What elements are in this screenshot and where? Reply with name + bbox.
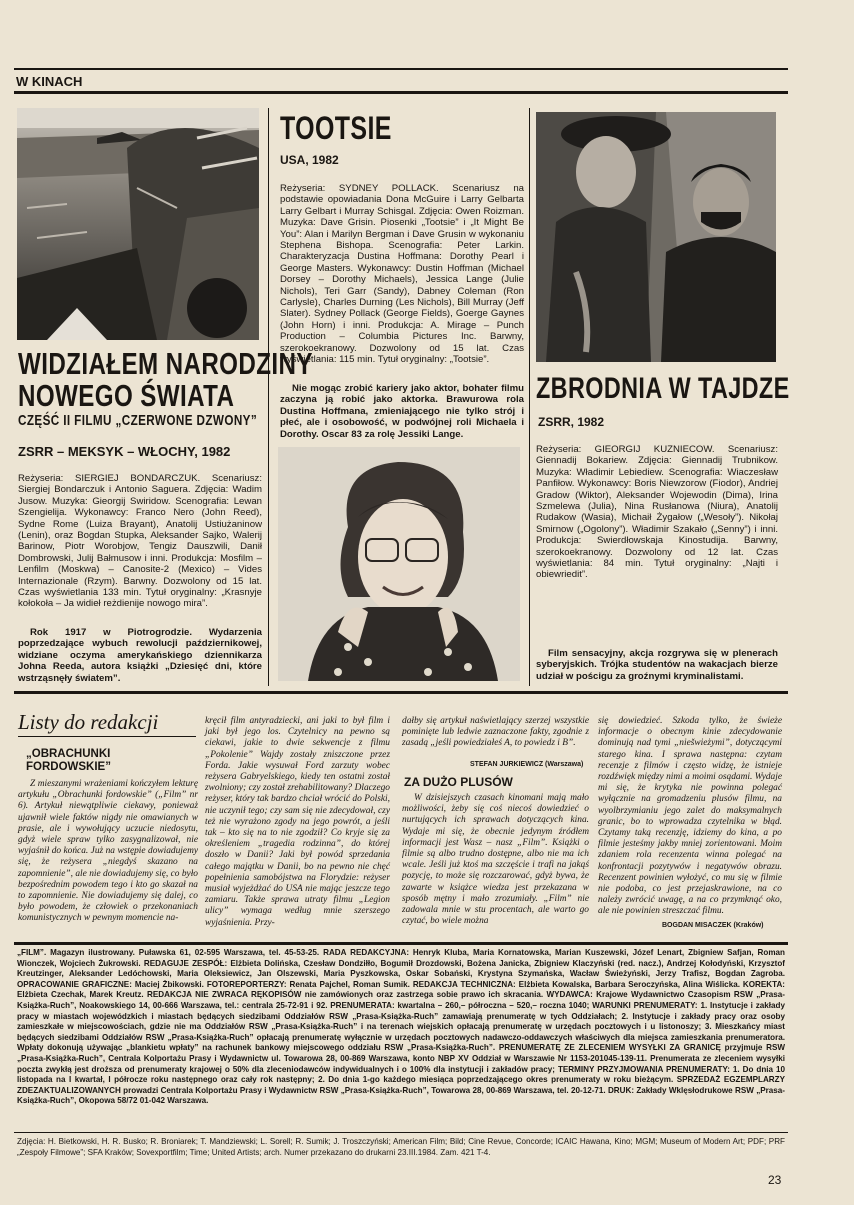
imprint-text: „FILM”. Magazyn ilustrowany. Puławska 61, 02-595 Warszawa, tel. 45-53-25. RADA REDAKCYJNA: Henryk Kluba, Maria Kornatowska, Marian Kuszewski, Józef Lenart, Zbigniew Safjan, Roman Wionczek, Wojciech Żukrowski. REDAGUJE ZESPÓŁ: Elżbieta Dolińska, Czesław Dondziłło, Bogumił Drozdowski, Bożena Janicka, Zbigniew Klaczyński (red. nacz.), Andrzej Kołodyński, Krzysztof Kreutzinger, Aleksander Ledóchowski, Maria Oleksiewicz, Jan Olszewski, Maria Pyszkowska, Oskar Sobański, Krystyna Szymańska, Wacław Świeżyński, Jerzy Trafisz, Bogdan Zagroba. OPRACOWANIE GRAFICZNE: Maciej Żbikowski. FOTOREPORTERZY: Renata Pajchel, Roman Sumik. REDAKCJA TECHNICZNA: Elżbieta Kowalska, Barbara Seroczyńska, Alina Wiślicka. KOREKTA: Elżbieta Czechak, Marek Kreutz. REDAKCJA NIE ZWRACA RĘKOPISÓW nie zamówionych oraz zastrzega sobie prawo ich skracania. WYDAWCA: Krajowe Wydawnictwo Czasopism RSW „Prasa-Książka-Ruch”, Noakowskiego 14, 00-666 Warszawa, tel.: centrala 25-72-91 i 92. PRENUMERATA: kwartalna – 260,– półroczna – 520,– roczna 1040; WARUNKI PRENUMERATY: 1. Instytucje i zakłady pracy w miastach wojewódzkich i miastach będących siedzibami Oddziałów RSW „Prasa-Książka-Ruch” zamawiają prenumeratę w tych Oddziałach; 2. Instytucje i zakłady pracy oraz osoby zamieszkałe w miejscowościach, gdzie nie ma Oddziałów RSW „Prasa-Książka-Ruch” i na terenach wiejskich opłacają prenumeratę w urzędach pocztowych i u listonoszy; 3. Mieszkańcy miast będących siedzibami Oddziałów RSW „Prasa-Książka-Ruch” opłacają prenumeratę wyłącznie w urzędach pocztowych nadawczo-oddawczych właściwych dla miejsca zamieszkania prenumeratora. Wpłaty dokonują używając „blankietu wpłaty” na rachunek bankowy miejscowego oddziału RSW „Prasa-Książka-Ruch”. PRENUMERATĘ ZE ZLECENIEM WYSYŁKI ZA GRANICĘ przyjmuje RSW „Prasa-Książka-Ruch”, Centrala Kolportażu Prasy i Wydawnictw ul. Towarowa 28, 00-869 Warszawa, konto NBP XV Oddział w Warszawie Nr 1153-201045-139-11. Prenumerata ze zleceniem wysyłki poczta zwykłą jest droższa od prenumeraty krajowej o 50% dla zleceniodawców indywidualnych i o 100% dla instytucji i zakładów pracy; TERMINY PRZYJMOWANIA PRENUMERATY: 1. Do dnia 10 listopada na I kwartał, I półrocze roku następnego oraz cały rok następny; 2. Do dnia 1-go każdego miesiąca poprzedzającego okres prenumeraty w roku bieżącym. SPRZEDAŻ EGZEMPLARZY ZDEZAKTUALIZOWANYCH prowadzi Centrala Kolportażu Prasy i Wydawnictw RSW „Prasa-Książka-Ruch”, Towarowa 28, 00-869 Warszawa, tel. 20-12-71. DRUK: Zakłady Wklęsłodrukowe RSW „Prasa-Książka-Ruch”, Okopowa 58/72 01-042 Warszawa. bbox=[17, 948, 785, 1106]
top-rule bbox=[14, 68, 788, 70]
photo-credits: Zdjęcia: H. Bietkowski, H. R. Busko; R. Broniarek; T. Mandziewski; L. Sorell; R. Sumik; J. Troszczyński; American Film; Bild; Cine Revue, Concorde; ICAIC Hawana, Kino; MGM; Museum of Modern Art; PDF; PRF „Zespoły Filmowe”; SFA Kraków; Sovexportfilm; Time; United Artists; arch. Numer przekazano do drukarni 23.III.1984. Zam. 421 T-4. bbox=[17, 1137, 785, 1157]
article1-subtitle: CZĘŚĆ II FILMU „CZERWONE DZWONY” bbox=[18, 412, 258, 429]
header-rule bbox=[14, 91, 788, 94]
article3-credits: Reżyseria: GIEORGIJ KUZNIECOW. Scenariusz: Giennadij Bokariew. Zdjęcia: Giennadij Trubnikow. Muzyka: Władimir Lebiediew. Scenografia: Wiaczesław Panfiłow. Wykonawcy: Boris Niewzorow (Fiodor), Andriej Gradow (Wiktor), Aleksander Wojewodin (Dima), Irina Szmelewa (Julia), Nina Rusłanowa (Niura), Anatolij Rudakow (Wasia), Michaił Żygałow („Wesoły”). Nikołaj Smirnow („Ogolony”). Władimir Szakało („Senny”) i inni. Produkcja: Swierdłowskaja Kinostudija. Barwny, szerokoekranowy. Dozwolony od 12 lat. Czas wyświetlania: 84 min. Tytuł oryginalny: „Najti i obiewriedit”. bbox=[536, 444, 778, 581]
letter1-col3: dałby się artykuł naświetlający szerzej wszystkie pominięte lub ledwie zaznaczone fakty, zgodnie z zasadą „jeśli powiedziałeś A, to powiedz i B”. bbox=[402, 716, 589, 749]
article2-summary: Nie mogąc zrobić kariery jako aktor, bohater filmu zaczyna ją robić jako aktorka. Brawurowa rola Dustina Hoffmana, zmieniającego nie tylko strój i płeć, ale i osobowość, w podwójnej roli Michaela i Dorothy. Oscar 83 za rolę Jessiki Lange. bbox=[280, 383, 524, 440]
letter1-col1: Z mieszanymi wrażeniami kończyłem lekturę artykułu „Obrachunki fordowskie” („Film” nr 6). Artykuł niewątpliwie ciekawy, ponieważ ujawnił wiele faktów nigdy nie omawianych w prasie, ale i wywołujący uczucie niedosytu, gdyż wiele spraw tylko zasygnalizował, nie wyjaśnił do końca. Już na wstępie dowiadujemy się, że reżysera „niegdyś skazano na zapomnienie”, ale nie dowiadujemy się, co było bezpośrednim powodem tego i kto go skazał na to zapomnienie. Nie dowiadujemy się dalej, co było powodem, że człowiek o przekonaniach komunistycznych w pewnym momencie na- bbox=[18, 779, 198, 924]
letter1-title: „OBRACHUNKI FORDOWSKIE” bbox=[26, 748, 111, 773]
letter2-title: ZA DUŻO PLUSÓW bbox=[404, 775, 513, 789]
article1-summary: Rok 1917 w Piotrogrodzie. Wydarzenia poprzedzające wybuch rewolucji październikowej, widziane oczyma amerykańskiego dziennikarza Johna Reeda, autora książki „Dziesięć dni, które wstrząsnęły światem”. bbox=[18, 627, 262, 684]
letters-title-rule bbox=[18, 736, 196, 737]
article3-summary: Film sensacyjny, akcja rozgrywa się w plenerach syberyjskich. Trójka studentów na wakacjach bierze udział w pościgu za groźnymi kryminalistami. bbox=[536, 648, 778, 682]
article3-origin: ZSRR, 1982 bbox=[538, 415, 605, 429]
column-divider-2 bbox=[529, 108, 530, 686]
photo-tootsie bbox=[278, 447, 520, 681]
letters-section-title: Listy do redakcji bbox=[18, 710, 159, 734]
article3-title: ZBRODNIA W TAJDZE bbox=[536, 372, 790, 405]
section-title: W KINACH bbox=[16, 74, 83, 89]
photo-harbour bbox=[17, 108, 259, 340]
letter2-col4: się dowiedzieć. Szkoda tylko, że świeże informacje o obecnym kinie zdecydowanie dominują nad tymi „niešwieżymi”, dotyczącymi starego kina. I sprawa następna: czytam recenzje z filmów i często widzę, że istnieje rozdźwięk między nimi a moimi osądami. Wydaje mi się, że krytyka nie powinna polegać wyłącznie na gromadzeniu plusów filmu, na wyolbrzymianiu jego zalet do maksymalnych granic, bo to wprowadza czytelnika w błąd. Czytamy taką recenzję, idziemy do kina, a po filmie jesteśmy jakby mniej zorientowani. Moim zdaniem rola recenzenta winna polegać na konfrontacji pozytywów i negatywów obrazu. Recenzent powinien wyłożyć, co mu się w filmie nie podoba, co jest przejaskrawione, na co należy zwrócić uwagę, a na co przymknąć oko, ale nie powinien streszczać filmu. bbox=[598, 716, 782, 917]
imprint-rule bbox=[14, 942, 788, 945]
article1-origin: ZSRR – MEKSYK – WŁOCHY, 1982 bbox=[18, 444, 231, 459]
page-number: 23 bbox=[768, 1173, 782, 1187]
article1-title-line2: NOWEGO ŚWIATA bbox=[18, 378, 235, 413]
letter2-col3: W dzisiejszych czasach kinomani mają mało możliwości, żeby się coś niecoś dowiedzieć o nurtujących ich sprawach dotyczących kina. Wydaje mi się, że obecnie jedynym źródłem informacji jest Wasz – nasz „Film”. Książki o filmie są albo trudno dostępne, albo nie ma ich wcale. Jeśli już ktoś ma szczęście i trafi na jakąś pozycję, to może się rozczarować, gdyż bywa, że zawarte w książce wiedza jest przekazana w sposób mętny i mało zrozumiały. „Film” nie zadowala mnie w stu procentach, ale warto go czytać, bo wiele można bbox=[402, 793, 589, 927]
letters-rule bbox=[14, 691, 788, 694]
article1-title-line1: WIDZIAŁEM NARODZINY bbox=[18, 346, 313, 381]
letter1-col2: kręcił film antyradziecki, ani jaki to był film i jaki był jego los. Czytelnicy na pewno są ciekawi, jakie to dwie sekwencje z filmu „Pokolenie” Wajdy zostały zniszczone przez Forda. Jakie wysuwał Ford zarzuty wobec reżysera Gabryelskiego, kiedy ten ostatni został zwolniony; czy został zrehabilitowany? Dlaczego reżyser, który tak bardzo chciał wrócić do Polski, nie uczynił tego; czy sam się nie zdecydował, czy też nie wyrażono zgody na jego powrót, a jeśli tak – kto się na to nie zgodził? Co kryje się za określeniem „tragedia rodzinna”, do której doszło w Danii? Jaki był powód sprzedania całego majątku w Danii, bo na pewno nie chęć popełnienia samobójstwa na Florydzie: reżyser musiał wyjeżdżać do USA nie mając jeszcze tego zamiaru. Także sprawa utraty filmu „Legion ulicy” wymaga według mnie szerszego wyjaśnienia. Przy- bbox=[205, 716, 390, 928]
photo-credits-rule bbox=[14, 1132, 788, 1133]
letter1-signature: STEFAN JURKIEWICZ (Warszawa) bbox=[470, 761, 584, 768]
column-divider bbox=[268, 108, 269, 686]
article2-credits: Reżyseria: SYDNEY POLLACK. Scenariusz na podstawie opowiadania Dona McGuire i Larry Gelbarta Larry Gelbart i Murray Schisgal. Zdjęcia: Owen Roizman. Muzyka: Dave Grisin. Piosenki „Tootsie” i „It Might Be You”: Alan i Marilyn Bergman i Dave Grusin w wykonaniu Stephena Bishopa. Scenografia: Peter Larkin. Charakteryzacja Dustina Hoffmana: Dorothy Pearl i George Masters. Wykonawcy: Dustin Hoffman (Michael Dorsey – Dorothy Michaels), Jessica Lange (Julie Nichols), Teri Garr (Sandy), Dabney Coleman (Ron Carlysle), Charles Durning (Les Nichols), Bill Murray (Jeff Slater). Sydney Pollack (George Fields), Goerge Gaynes (John Horn) i inni. Produkcja: A. Mirage – Punch Production – Columbia Pictures Inc. Barwny, szerokoekranowy. Dozwolony od 15 lat. Czas wyświetlania: 115 min. Tytuł oryginalny: „Tootsie”. bbox=[280, 183, 524, 366]
photo-taiga bbox=[536, 112, 776, 362]
letter2-signature: BOGDAN MISACZEK (Kraków) bbox=[662, 922, 764, 929]
article1-credits: Reżyseria: SIERGIEJ BONDARCZUK. Scenariusz: Siergiej Bondarczuk i Antonio Saguera. Zdjęcia: Wadim Jusow. Muzyka: Gieorgij Swiridow. Scenografia: Lewan Szengielija. Wykonawcy: Franco Nero (John Reed), Sydne Rome (Luiza Brayant), Anatolij Ustiużaninow (Lenin), oraz Bogdan Stupka, Aleksander Sajko, Walerij Barinow, Piotr Worobjow, Tengiz Dauszwili, Danił Dombrowski, Julij Bałmusow i inni. Produkcja: Mosfilm – Lenfilm (Moskwa) – Canosite-2 (Mexico) – Vides Internazionale (Rzym). Barwny. Dozwolony od 15 lat. Czas wyświetlania 133 min. Tytuł oryginalny: „Krasnyje kołokoła – Ja widieł reżdienije nowogo mira”. bbox=[18, 473, 262, 610]
article2-origin: USA, 1982 bbox=[280, 153, 339, 167]
article2-title: TOOTSIE bbox=[280, 110, 392, 146]
